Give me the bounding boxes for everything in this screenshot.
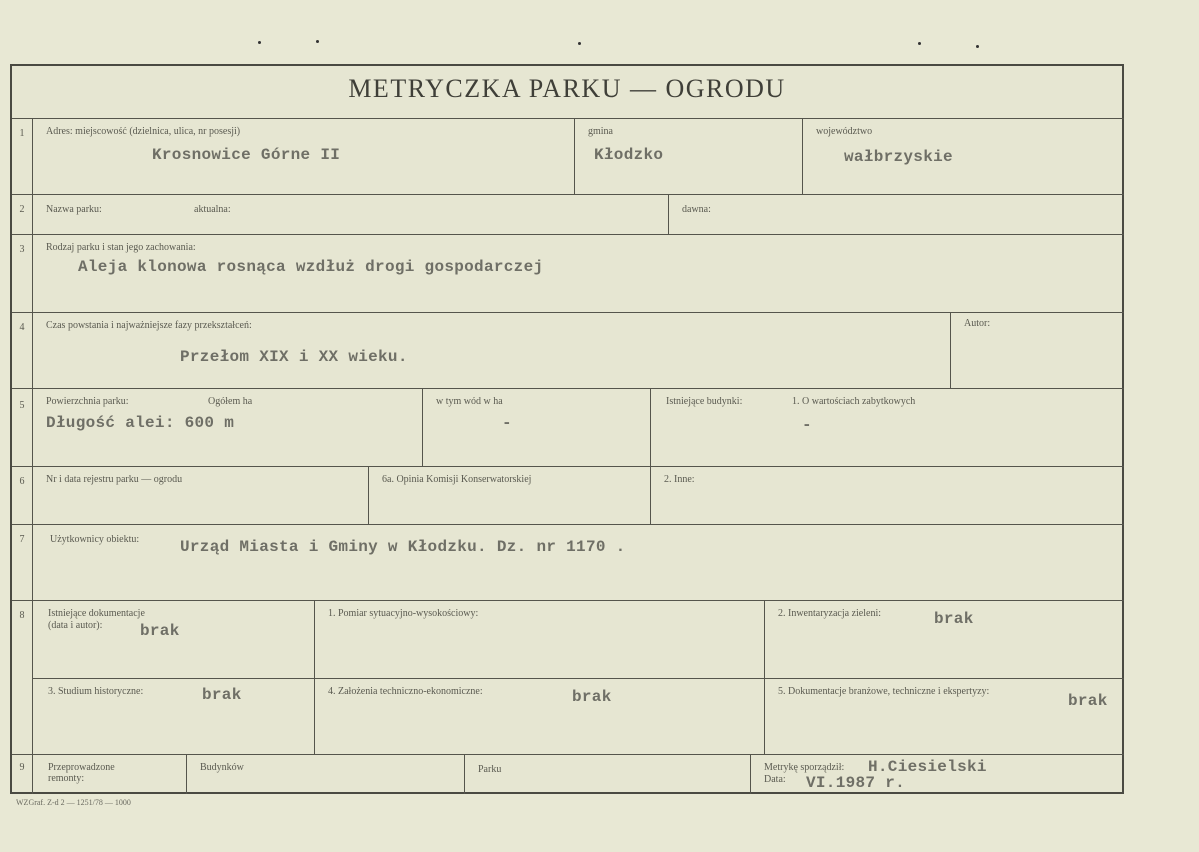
total-area-label: Ogółem ha — [208, 396, 253, 407]
number-column-divider — [32, 118, 33, 794]
gmina-label: gmina — [588, 126, 613, 137]
park-record-card — [10, 64, 1124, 794]
made-by-value: H.Ciesielski — [868, 758, 987, 776]
greenery-inventory-value: brak — [934, 610, 974, 628]
row-number: 7 — [19, 534, 25, 545]
date-label: Data: — [764, 774, 786, 785]
row-number: 5 — [19, 400, 25, 411]
scan-speck — [258, 41, 261, 44]
voivodeship-label: województwo — [816, 126, 873, 137]
row-number: 9 — [19, 762, 25, 773]
survey-label: 1. Pomiar sytuacyjno-wysokościowy: — [328, 608, 479, 619]
card-title: METRYCZKA PARKU — OGRODU — [348, 74, 786, 103]
row-separator — [12, 524, 1124, 525]
cell-divider — [750, 754, 751, 794]
historical-study-label: 3. Studium historyczne: — [48, 686, 144, 697]
users-value: Urząd Miasta i Gminy w Kłodzku. Dz. nr 1170 . — [180, 538, 626, 556]
date-value: VI.1987 r. — [806, 774, 906, 792]
water-area-label: w tym wód w ha — [436, 396, 503, 407]
park-type-label: Rodzaj parku i stan jego zachowania: — [46, 242, 196, 253]
address-label: Adres: miejscowość (dzielnica, ulica, nr posesji) — [46, 126, 241, 137]
row-number: 4 — [19, 322, 25, 333]
greenery-inventory-label: 2. Inwentaryzacja zieleni: — [778, 608, 881, 619]
cell-divider — [650, 388, 651, 466]
technical-economic-label: 4. Założenia techniczno-ekonomiczne: — [328, 686, 483, 697]
creation-time-value: Przełom XIX i XX wieku. — [180, 348, 408, 366]
voivodeship-value: wałbrzyskie — [844, 148, 953, 166]
park-name-label: Nazwa parku: — [46, 204, 102, 215]
historical-study-value: brak — [202, 686, 242, 704]
row-separator — [12, 234, 1124, 235]
row-separator — [12, 754, 1124, 755]
technical-economic-value: brak — [572, 688, 612, 706]
title-separator — [12, 118, 1124, 119]
row-number: 2 — [19, 204, 25, 215]
row-number: 3 — [19, 244, 25, 255]
cell-divider — [650, 466, 651, 524]
repairs-label: Przeprowadzone — [48, 762, 115, 773]
scan-speck — [316, 40, 319, 43]
author-label: Autor: — [964, 318, 991, 329]
water-area-value: - — [502, 414, 512, 432]
existing-buildings-label: Istniejące budynki: — [666, 396, 743, 407]
print-footer: WZGraf. Z-d 2 — 1251/78 — 1000 — [16, 798, 131, 807]
docs-label: Istniejące dokumentacje — [48, 608, 145, 619]
row-separator — [12, 194, 1124, 195]
cell-divider — [368, 466, 369, 524]
cell-divider — [802, 118, 803, 194]
scan-speck — [578, 42, 581, 45]
address-value: Krosnowice Górne II — [152, 146, 341, 164]
cell-divider — [764, 600, 765, 754]
row-separator — [12, 388, 1124, 389]
row-number: 6 — [19, 476, 25, 487]
row8-inner-separator — [32, 678, 1124, 679]
docs-value: brak — [140, 622, 180, 640]
docs-label-2: (data i autor): — [48, 620, 103, 631]
monument-value-label: 1. O wartościach zabytkowych — [792, 396, 916, 407]
made-by-label: Metrykę sporządził: — [764, 762, 845, 773]
monument-value: - — [802, 416, 812, 434]
gmina-value: Kłodzko — [594, 146, 664, 164]
scan-speck — [918, 42, 921, 45]
area-label: Powierzchnia parku: — [46, 396, 129, 407]
area-value: Długość alei: 600 m — [46, 414, 235, 432]
users-label: Użytkownicy obiektu: — [50, 534, 140, 545]
park-type-value: Aleja klonowa rosnąca wzdłuż drogi gospodarczej — [78, 258, 544, 276]
former-name-label: dawna: — [682, 204, 711, 215]
cell-divider — [574, 118, 575, 194]
row-number: 1 — [19, 128, 25, 139]
register-label: Nr i data rejestru parku — ogrodu — [46, 474, 183, 485]
repairs-label-2: remonty: — [48, 773, 85, 784]
cell-divider — [422, 388, 423, 466]
expert-docs-value: brak — [1068, 692, 1108, 710]
cell-divider — [668, 194, 669, 234]
buildings-repairs-label: Budynków — [200, 762, 244, 773]
row-separator — [12, 466, 1124, 467]
current-name-label: aktualna: — [194, 204, 231, 215]
row-number: 8 — [19, 610, 25, 621]
row-separator — [12, 600, 1124, 601]
creation-time-label: Czas powstania i najważniejsze fazy przekształceń: — [46, 320, 252, 331]
scan-speck — [976, 45, 979, 48]
row-separator — [12, 312, 1124, 313]
conservation-opinion-label: 6a. Opinia Komisji Konserwatorskiej — [382, 474, 532, 485]
cell-divider — [186, 754, 187, 794]
expert-docs-label: 5. Dokumentacje branżowe, techniczne i ekspertyzy: — [778, 686, 990, 697]
cell-divider — [464, 754, 465, 794]
cell-divider — [950, 312, 951, 388]
other-label: 2. Inne: — [664, 474, 695, 485]
park-repairs-label: Parku — [478, 764, 502, 775]
cell-divider — [314, 600, 315, 754]
